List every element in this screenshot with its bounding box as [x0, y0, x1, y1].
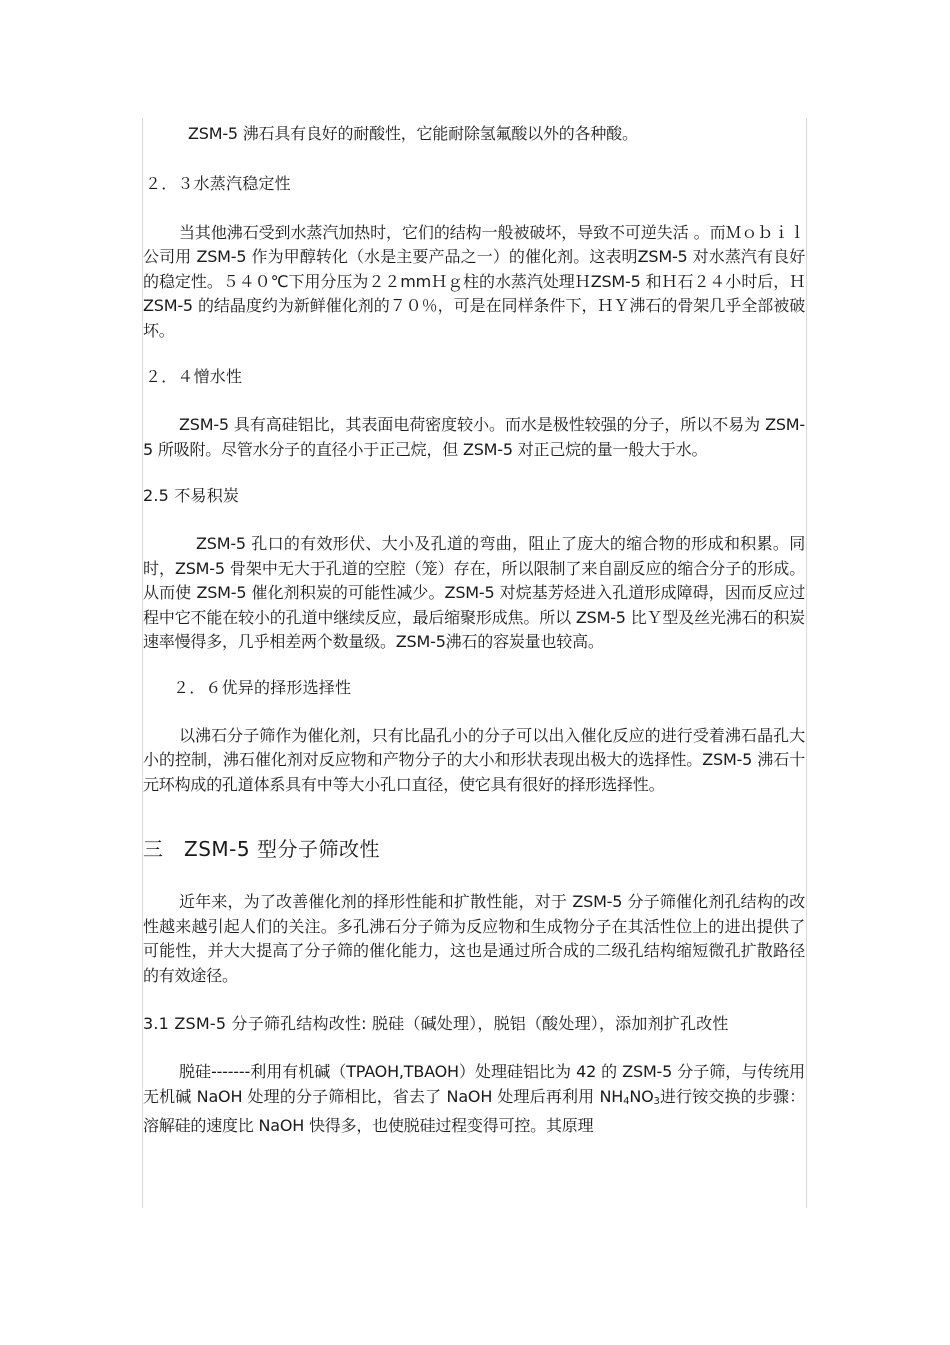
- section-2-4-heading: ２．４憎水性: [145, 367, 243, 386]
- section-3-heading: 三 ZSM-5 型分子筛改性: [143, 837, 380, 861]
- section-3-1-text-a: 脱硅-------利用有机碱（TPAOH,TBAOH）处理硅铝比为 42 的 ZSM-5 分子筛，与传统用无机碱 NaOH 处理的分子筛相比，省去了 NaOH 处理后再利用 NH: [143, 1062, 805, 1106]
- section-2-6-paragraph: 以沸石分子筛作为催化剂，只有比晶孔小的分子可以出入催化反应的进行受着沸石晶孔大小的控制，沸石催化剂对反应物和产物分子的大小和形状表现出极大的选择性。ZSM-5 沸石十元环构成的孔道体系具有中等大小孔口直径，使它具有很好的择形选择性。: [143, 725, 805, 794]
- section-2-5-paragraph: ZSM-5 孔口的有效形伏、大小及孔道的弯曲，阻止了庞大的缩合物的形成和积累。同时，ZSM-5 骨架中无大于孔道的空腔（笼）存在，所以限制了来自副反应的缩合分子的形成。从而使 ZSM-5 催化剂积炭的可能性减少。ZSM-5 对烷基芳烃进入孔道形成障碍，因而反应过程中它不能在较小的孔道中继续反应，最后缩聚形成焦。所以 ZSM-5 比Ｙ型及丝光沸石的积炭速率慢得多，几乎相差两个数量级。ZSM-5沸石的容炭量也较高。: [143, 534, 805, 651]
- section-2-4-paragraph: ZSM-5 具有高硅铝比，其表面电荷密度较小。而水是极性较强的分子，所以不易为 ZSM-5 所吸附。尽管水分子的直径小于正己烷，但 ZSM-5 对正己烷的量一般大于水。: [143, 415, 805, 459]
- acid-resistance-paragraph: ZSM-5 沸石具有良好的耐酸性，它能耐除氢氟酸以外的各种酸。: [188, 124, 638, 143]
- subscript-4: 4: [623, 1095, 630, 1107]
- section-3-1-text-b: NO: [629, 1086, 654, 1106]
- section-2-3-paragraph: 当其他沸石受到水蒸汽加热时，它们的结构一般被破坏，导致不可逆失活 。而Ｍｏｂｉｌ公司用 ZSM-5 作为甲醇转化（水是主要产品之一）的催化剂。这表明ZSM-5 对水蒸汽有良好的稳定性。５４０℃下用分压为２２mmＨｇ柱的水蒸汽处理ＨZSM-5 和Ｈ石２４小时后，ＨZSM-5 的结晶度约为新鲜催化剂的７０％，可是在同样条件下，ＨＹ沸石的骨架几乎全部被破坏。: [143, 222, 805, 340]
- section-3-1-text-c: 进行铵交换的步骤：溶解硅的速度比 NaOH 快得多，也使脱硅过程变得可控。其原理: [143, 1086, 806, 1135]
- section-2-3-heading: ２．３水蒸汽稳定性: [145, 173, 291, 193]
- section-3-paragraph: 近年来，为了改善催化剂的择形性能和扩散性能，对于 ZSM-5 分子筛催化剂孔结构的改性越来越引起人们的关注。多孔沸石分子筛为反应物和生成物分子在其活性位上的进出提供了可能性，并大大提高了分子筛的催化能力，这也是通过所合成的二级孔结构缩短微孔扩散路径的有效途径。: [143, 892, 805, 985]
- section-2-5-heading: 2.5 不易积炭: [143, 486, 240, 505]
- section-3-1-paragraph: [143, 1060, 805, 1139]
- section-3-1-heading: 3.1 ZSM-5 分子筛孔结构改性: 脱硅（碱处理），脱铝（酸处理），添加剂扩孔改性: [143, 1014, 729, 1033]
- document-body: [143, 118, 805, 1139]
- section-2-6-heading: ２．６优异的择形选择性: [173, 677, 352, 697]
- subscript-3: 3: [653, 1095, 660, 1107]
